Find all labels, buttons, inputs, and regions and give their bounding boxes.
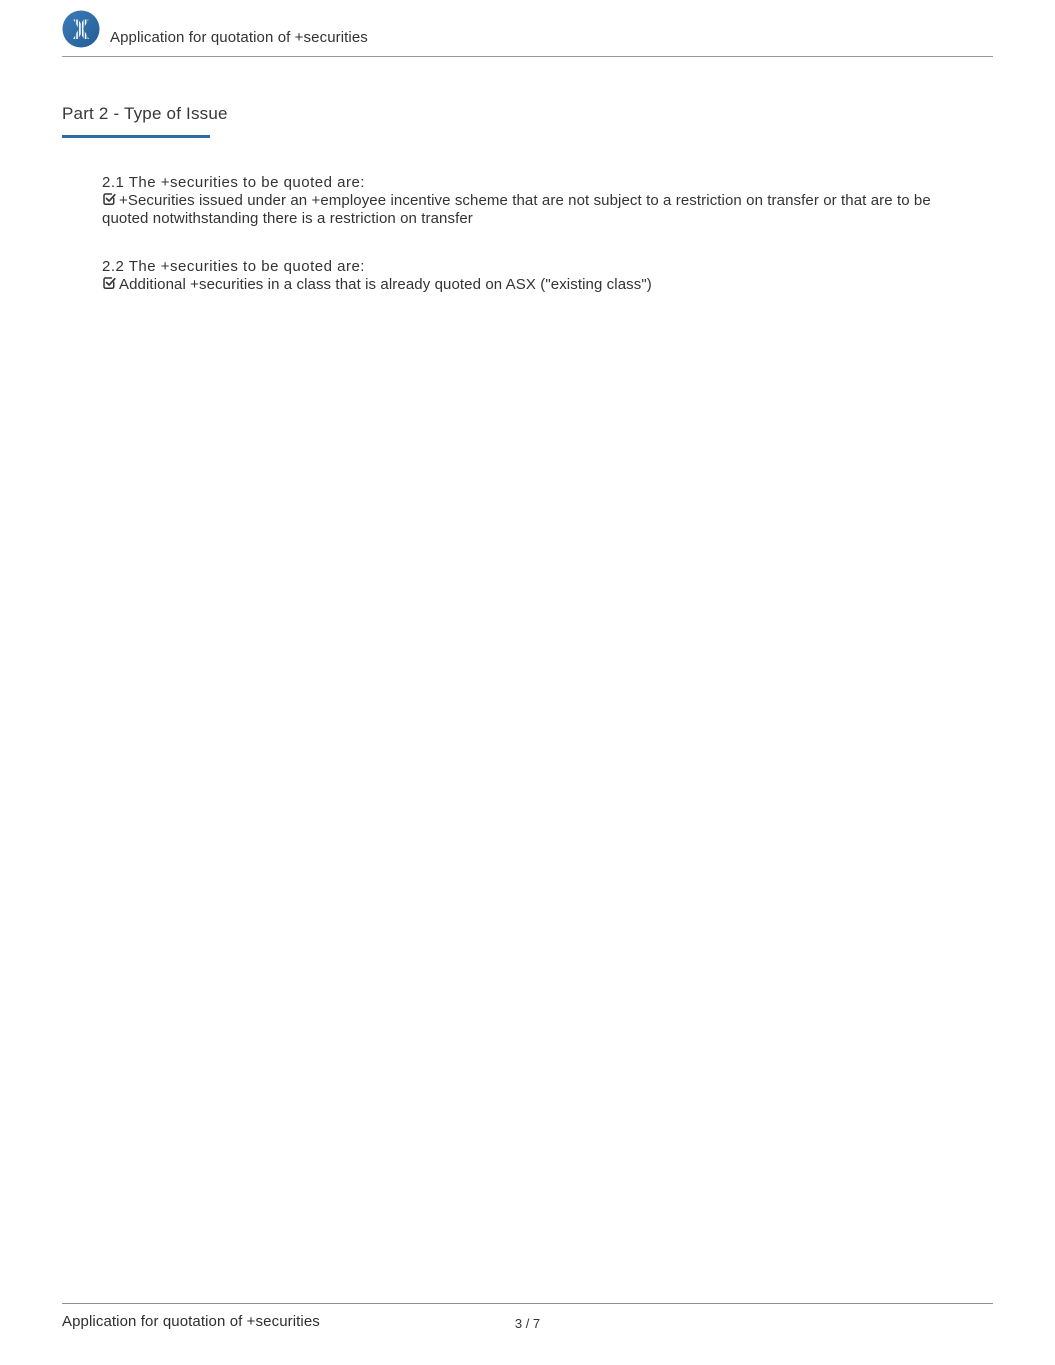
footer-title: Application for quotation of +securities	[62, 1313, 320, 1330]
selected-option	[102, 276, 964, 294]
selected-option-text: Additional +securities in a class that is already quoted on ASX ("existing class")	[119, 276, 652, 293]
page-number: 3 / 7	[514, 1316, 541, 1331]
header-divider	[62, 56, 993, 57]
asx-logo-icon	[62, 10, 100, 48]
checked-checkbox-icon	[102, 192, 116, 206]
question-label: 2.2 The +securities to be quoted are:	[102, 258, 365, 275]
page-header	[62, 10, 993, 57]
selected-option	[102, 192, 964, 228]
selected-option-text: +Securities issued under an +employee incentive scheme that are not subject to a restriction on transfer or that are to be quoted notwithstanding there is a restriction on transfer	[102, 192, 931, 227]
part-heading: Part 2 - Type of Issue	[62, 104, 228, 123]
part-heading-underline	[62, 135, 210, 138]
question-2-1	[102, 174, 964, 228]
checked-checkbox-icon	[102, 276, 116, 290]
part-heading-block	[62, 104, 228, 138]
header-title: Application for quotation of +securities	[110, 29, 368, 46]
page-footer	[62, 1303, 993, 1331]
questions-area	[102, 174, 964, 324]
question-2-2	[102, 258, 964, 294]
question-label: 2.1 The +securities to be quoted are:	[102, 174, 365, 191]
